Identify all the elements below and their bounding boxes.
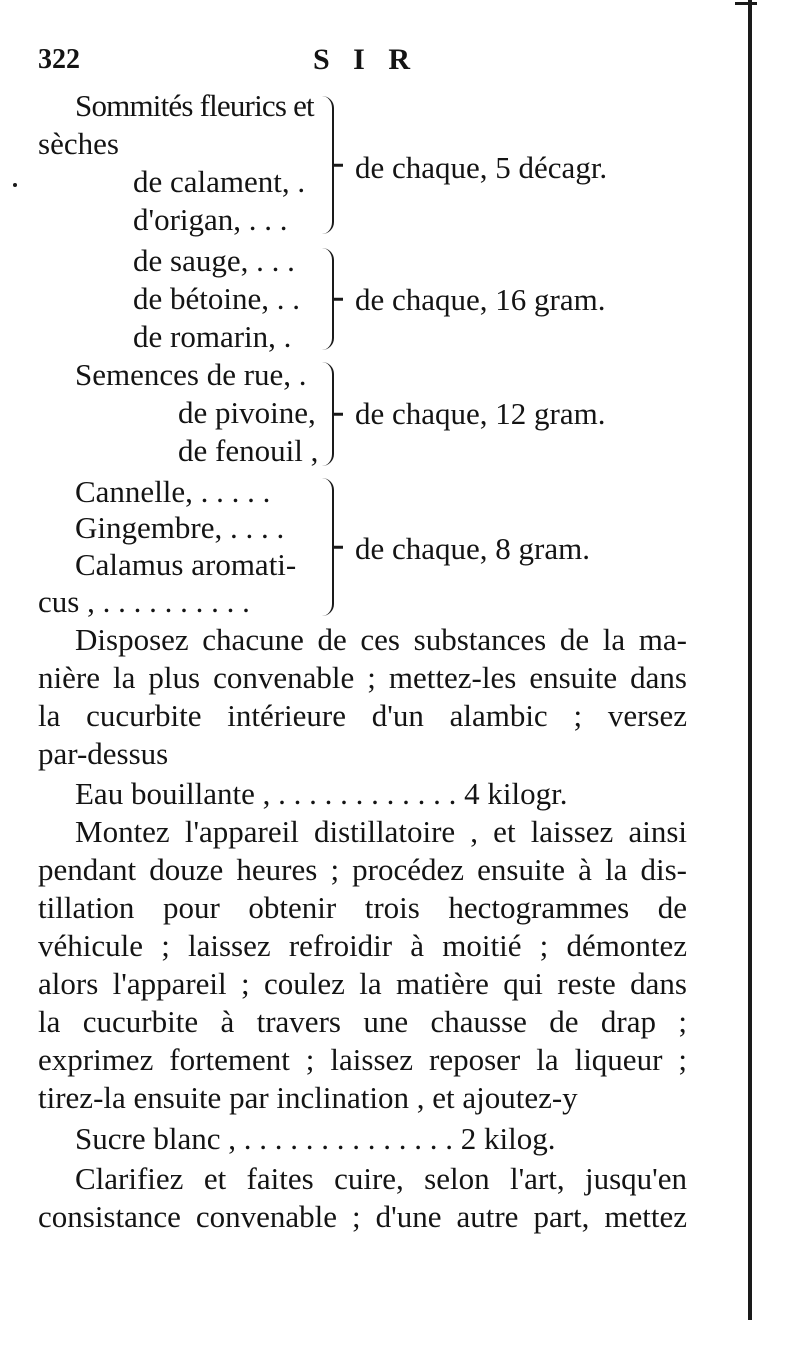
measure-line: Eau bouillante , . . . . . . . . . . . . 4 kilogr. — [75, 776, 568, 811]
body-line: pendant douze heures ; procédez ensuite à la dis- — [38, 852, 687, 887]
ingredient-line: cus , . . . . . . . . . . — [38, 584, 250, 619]
quantity-label: de chaque, 5 décagr. — [355, 150, 608, 185]
ingredient-line: de calament, . — [133, 164, 306, 199]
body-line: nière la plus convenable ; mettez-les ensuite dans — [38, 660, 687, 695]
ingredient-line: de romarin, . — [133, 319, 292, 354]
body-line: consistance convenable ; d'une autre part, mettez — [38, 1199, 687, 1234]
ingredient-line: Calamus aromati- — [75, 547, 297, 582]
page-number: 322 — [38, 44, 80, 75]
ingredient-line: de fenouil , — [178, 433, 319, 468]
body-line: Montez l'appareil distillatoire , et laissez ainsi — [75, 814, 687, 849]
quantity-label: de chaque, 12 gram. — [355, 396, 606, 431]
running-head: S I R — [313, 43, 419, 76]
quantity-label: de chaque, 16 gram. — [355, 282, 606, 317]
brace — [320, 96, 334, 234]
ingredient-line: sèches — [38, 126, 119, 161]
measure-line: Sucre blanc , . . . . . . . . . . . . . . 2 kilog. — [75, 1121, 556, 1156]
ink-speck — [13, 183, 17, 187]
body-line: la cucurbite intérieure d'un alambic ; versez — [38, 698, 687, 733]
body-line: par-dessus — [38, 736, 169, 771]
quantity-label: de chaque, 8 gram. — [355, 531, 590, 566]
ingredient-line: Sommités fleurics et — [75, 88, 314, 123]
body-line: tillation pour obtenir trois hectogrammes de — [38, 890, 687, 925]
ingredient-line: Cannelle, . . . . . — [75, 474, 271, 509]
body-line: exprimez fortement ; laissez reposer la liqueur ; — [38, 1042, 687, 1077]
brace — [320, 248, 334, 350]
ingredient-line: de pivoine, — [178, 395, 316, 430]
body-line: véhicule ; laissez refroidir à moitié ; démontez — [38, 928, 687, 963]
body-line: la cucurbite à travers une chausse de drap ; — [38, 1004, 687, 1039]
body-line: alors l'appareil ; coulez la matière qui reste dans — [38, 966, 687, 1001]
ingredient-line: de bétoine, . . — [133, 281, 301, 316]
ingredient-line: Gingembre, . . . . — [75, 510, 285, 545]
body-line: tirez-la ensuite par inclination , et ajoutez-y — [38, 1080, 578, 1115]
ingredient-line: de sauge, . . . — [133, 243, 295, 278]
body-line: Disposez chacune de ces substances de la ma- — [75, 622, 687, 657]
page-edge-rule — [748, 0, 752, 1320]
brace — [320, 478, 334, 616]
body-line: Clarifiez et faites cuire, selon l'art, jusqu'en — [75, 1161, 687, 1196]
page-edge-mark — [735, 2, 757, 5]
brace — [320, 362, 334, 466]
ingredient-line: d'origan, . . . — [133, 202, 288, 237]
ingredient-line: Semences de rue, . — [75, 357, 307, 392]
